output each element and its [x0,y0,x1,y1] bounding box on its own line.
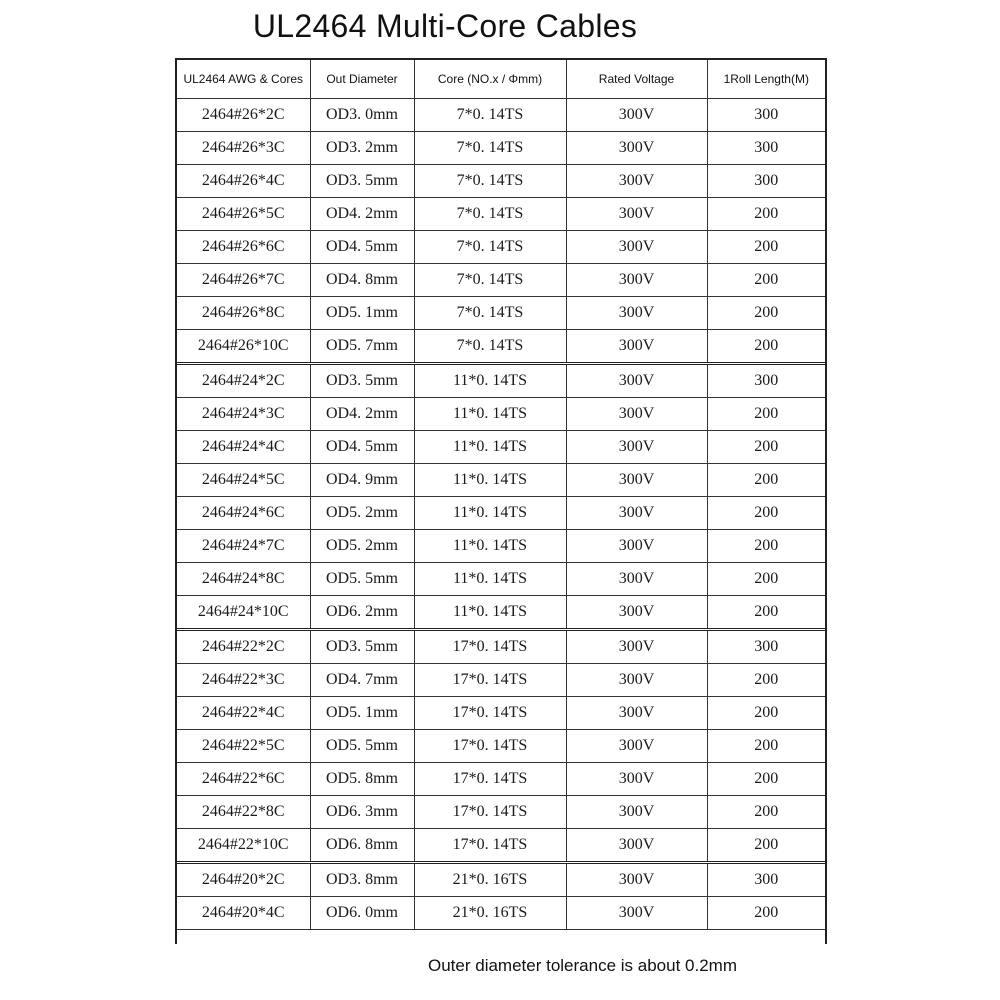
rated-voltage-cell: 300V [566,165,707,198]
roll-length-cell: 200 [707,264,825,297]
rated-voltage-cell: 300V [566,530,707,563]
roll-length-cell: 200 [707,398,825,431]
rated-voltage-cell: 300V [566,198,707,231]
header-core: Core (NO.x / Φmm) [414,60,566,99]
table-body [177,99,825,930]
rated-voltage-cell: 300V [566,297,707,330]
awg-cores-cell: 2464#22*10C [177,829,310,863]
awg-cores-cell: 2464#22*5C [177,730,310,763]
roll-length-cell: 200 [707,198,825,231]
awg-cores-cell: 2464#24*4C [177,431,310,464]
roll-length-cell: 300 [707,132,825,165]
rated-voltage-cell: 300V [566,730,707,763]
rated-voltage-cell: 300V [566,630,707,664]
core-cell: 17*0. 14TS [414,796,566,829]
out-diameter-cell: OD4. 9mm [310,464,414,497]
roll-length-cell: 200 [707,563,825,596]
roll-length-cell: 300 [707,630,825,664]
out-diameter-cell: OD3. 8mm [310,863,414,897]
footnote: Outer diameter tolerance is about 0.2mm [428,956,737,975]
rated-voltage-cell: 300V [566,231,707,264]
cable-spec-sheet [175,58,827,944]
out-diameter-cell: OD5. 5mm [310,730,414,763]
out-diameter-cell: OD4. 8mm [310,264,414,297]
rated-voltage-cell: 300V [566,364,707,398]
out-diameter-cell: OD5. 2mm [310,497,414,530]
core-cell: 11*0. 14TS [414,431,566,464]
table-row [177,829,825,863]
table-row [177,99,825,132]
table-row [177,297,825,330]
table-row [177,697,825,730]
core-cell: 7*0. 14TS [414,330,566,364]
out-diameter-cell: OD3. 2mm [310,132,414,165]
awg-cores-cell: 2464#26*10C [177,330,310,364]
out-diameter-cell: OD3. 0mm [310,99,414,132]
rated-voltage-cell: 300V [566,431,707,464]
awg-cores-cell: 2464#24*8C [177,563,310,596]
table-row [177,330,825,364]
core-cell: 21*0. 16TS [414,863,566,897]
core-cell: 11*0. 14TS [414,596,566,630]
table-row [177,596,825,630]
roll-length-cell: 200 [707,796,825,829]
roll-length-cell: 200 [707,763,825,796]
core-cell: 7*0. 14TS [414,132,566,165]
rated-voltage-cell: 300V [566,863,707,897]
roll-length-cell: 200 [707,596,825,630]
rated-voltage-cell: 300V [566,697,707,730]
awg-cores-cell: 2464#22*6C [177,763,310,796]
rated-voltage-cell: 300V [566,99,707,132]
core-cell: 7*0. 14TS [414,264,566,297]
out-diameter-cell: OD4. 5mm [310,431,414,464]
roll-length-cell: 300 [707,99,825,132]
table-row [177,198,825,231]
core-cell: 7*0. 14TS [414,165,566,198]
core-cell: 11*0. 14TS [414,398,566,431]
core-cell: 21*0. 16TS [414,897,566,930]
core-cell: 17*0. 14TS [414,829,566,863]
out-diameter-cell: OD6. 0mm [310,897,414,930]
awg-cores-cell: 2464#22*8C [177,796,310,829]
out-diameter-cell: OD3. 5mm [310,630,414,664]
table-row [177,863,825,897]
header-roll-length: 1Roll Length(M) [707,60,825,99]
table-row [177,530,825,563]
rated-voltage-cell: 300V [566,664,707,697]
rated-voltage-cell: 300V [566,132,707,165]
core-cell: 11*0. 14TS [414,497,566,530]
table-row [177,664,825,697]
table-row [177,796,825,829]
roll-length-cell: 300 [707,863,825,897]
table-row [177,464,825,497]
core-cell: 17*0. 14TS [414,697,566,730]
rated-voltage-cell: 300V [566,264,707,297]
roll-length-cell: 200 [707,730,825,763]
out-diameter-cell: OD6. 8mm [310,829,414,863]
core-cell: 7*0. 14TS [414,297,566,330]
table-row [177,431,825,464]
rated-voltage-cell: 300V [566,596,707,630]
awg-cores-cell: 2464#26*5C [177,198,310,231]
awg-cores-cell: 2464#24*5C [177,464,310,497]
out-diameter-cell: OD5. 1mm [310,297,414,330]
out-diameter-cell: OD6. 3mm [310,796,414,829]
awg-cores-cell: 2464#22*3C [177,664,310,697]
table-row [177,364,825,398]
out-diameter-cell: OD4. 5mm [310,231,414,264]
rated-voltage-cell: 300V [566,398,707,431]
rated-voltage-cell: 300V [566,897,707,930]
roll-length-cell: 200 [707,664,825,697]
awg-cores-cell: 2464#24*3C [177,398,310,431]
roll-length-cell: 300 [707,165,825,198]
core-cell: 11*0. 14TS [414,464,566,497]
out-diameter-cell: OD6. 2mm [310,596,414,630]
core-cell: 11*0. 14TS [414,563,566,596]
out-diameter-cell: OD4. 2mm [310,398,414,431]
roll-length-cell: 200 [707,697,825,730]
awg-cores-cell: 2464#20*4C [177,897,310,930]
awg-cores-cell: 2464#26*4C [177,165,310,198]
out-diameter-cell: OD3. 5mm [310,165,414,198]
table-row [177,132,825,165]
awg-cores-cell: 2464#20*2C [177,863,310,897]
table-row [177,897,825,930]
roll-length-cell: 200 [707,530,825,563]
roll-length-cell: 200 [707,829,825,863]
roll-length-cell: 200 [707,330,825,364]
core-cell: 7*0. 14TS [414,198,566,231]
table-row [177,563,825,596]
rated-voltage-cell: 300V [566,763,707,796]
table-row [177,730,825,763]
rated-voltage-cell: 300V [566,563,707,596]
table-row [177,231,825,264]
awg-cores-cell: 2464#26*7C [177,264,310,297]
roll-length-cell: 200 [707,497,825,530]
awg-cores-cell: 2464#24*6C [177,497,310,530]
core-cell: 11*0. 14TS [414,364,566,398]
rated-voltage-cell: 300V [566,464,707,497]
awg-cores-cell: 2464#22*2C [177,630,310,664]
awg-cores-cell: 2464#26*6C [177,231,310,264]
roll-length-cell: 200 [707,464,825,497]
core-cell: 17*0. 14TS [414,664,566,697]
core-cell: 17*0. 14TS [414,730,566,763]
rated-voltage-cell: 300V [566,829,707,863]
awg-cores-cell: 2464#24*2C [177,364,310,398]
table-row [177,497,825,530]
rated-voltage-cell: 300V [566,330,707,364]
core-cell: 17*0. 14TS [414,630,566,664]
core-cell: 7*0. 14TS [414,99,566,132]
roll-length-cell: 200 [707,431,825,464]
rated-voltage-cell: 300V [566,497,707,530]
rated-voltage-cell: 300V [566,796,707,829]
table-row [177,763,825,796]
roll-length-cell: 300 [707,364,825,398]
out-diameter-cell: OD5. 1mm [310,697,414,730]
table-row [177,398,825,431]
header-rated-voltage: Rated Voltage [566,60,707,99]
table-row [177,264,825,297]
out-diameter-cell: OD3. 5mm [310,364,414,398]
core-cell: 11*0. 14TS [414,530,566,563]
page-title: UL2464 Multi-Core Cables [252,8,638,44]
out-diameter-cell: OD5. 2mm [310,530,414,563]
table-row [177,630,825,664]
cable-spec-table [177,60,825,930]
core-cell: 17*0. 14TS [414,763,566,796]
awg-cores-cell: 2464#26*8C [177,297,310,330]
out-diameter-cell: OD5. 5mm [310,563,414,596]
awg-cores-cell: 2464#24*10C [177,596,310,630]
out-diameter-cell: OD5. 8mm [310,763,414,796]
roll-length-cell: 200 [707,897,825,930]
roll-length-cell: 200 [707,297,825,330]
out-diameter-cell: OD5. 7mm [310,330,414,364]
table-row [177,165,825,198]
awg-cores-cell: 2464#26*2C [177,99,310,132]
out-diameter-cell: OD4. 2mm [310,198,414,231]
awg-cores-cell: 2464#26*3C [177,132,310,165]
out-diameter-cell: OD4. 7mm [310,664,414,697]
header-out-diameter: Out Diameter [310,60,414,99]
awg-cores-cell: 2464#22*4C [177,697,310,730]
table-header-row [177,60,825,99]
header-awg-cores: UL2464 AWG & Cores [177,60,310,99]
roll-length-cell: 200 [707,231,825,264]
awg-cores-cell: 2464#24*7C [177,530,310,563]
core-cell: 7*0. 14TS [414,231,566,264]
